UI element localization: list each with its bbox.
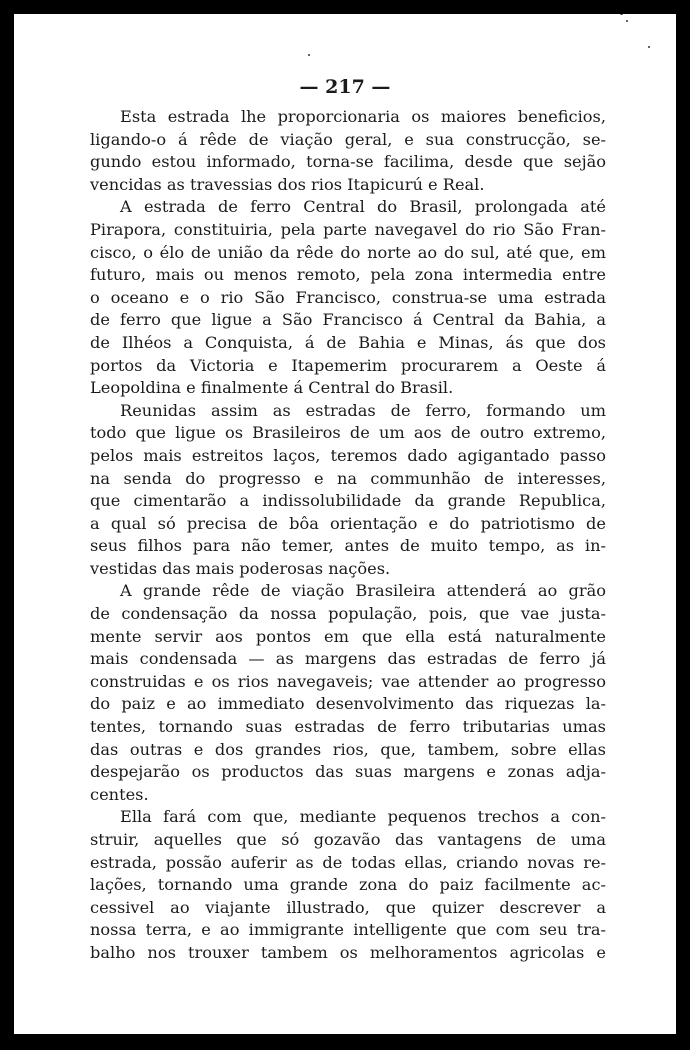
book-page [14,14,676,1034]
paragraph [90,806,606,964]
text-line: Leopoldina e finalmente á Central do Brasil. [90,378,454,398]
text-line: lações, tornando uma grande zona do paiz facilmente ac- [90,875,606,895]
text-line: Esta estrada lhe proporcionaria os maiores beneficios, [120,107,606,126]
text-line: ligando-o á rêde de viação geral, e sua construcção, se- [90,129,606,149]
ink-speck [626,20,628,22]
text-line: cessivel ao viajante illustrado, que quizer descrever a [90,897,606,917]
text-line: portos da Victoria e Itapemerim procurarem a Oeste á [90,355,606,375]
text-line: centes. [90,784,149,804]
ink-speck [308,54,310,56]
text-line: construidas e os rios navegaveis; vae attender ao progresso [90,671,606,691]
text-line: Pirapora, constituiria, pela parte navegavel do rio São Fran- [90,219,606,239]
text-line: todo que ligue os Brasileiros de um aos de outro extremo, [90,423,606,443]
text-line: Ella fará com que, mediante pequenos trechos a con- [120,807,606,827]
text-line: de ferro que ligue a São Francisco á Central da Bahia, a [90,310,606,330]
text-line: pelos mais estreitos laços, teremos dado agigantado passo [90,445,606,465]
text-line: a qual só precisa de bôa orientação e do patriotismo de [90,513,606,533]
text-line: de Ilhéos a Conquista, á de Bahia e Minas, ás que dos [90,332,606,352]
text-line: A estrada de ferro Central do Brasil, prolongada até [120,197,606,217]
body-text [90,106,606,965]
text-line: tentes, tornando suas estradas de ferro tributarias umas [90,717,606,737]
text-line: struir, aquelles que só gozavão das vantagens de uma [90,830,606,849]
text-line: vencidas as travessias dos rios Itapicurú e Real. [90,174,485,194]
text-line: de condensação da nossa população, pois, que vae justa- [90,604,606,624]
paragraph [90,400,606,581]
text-line: mente servir aos pontos em que ella está naturalmente [90,626,606,646]
text-line: na senda do progresso e na communhão de interesses, [90,468,606,488]
ink-speck [648,46,650,48]
ink-speck [620,14,623,15]
text-line: das outras e dos grandes rios, que, tambem, sobre ellas [90,739,606,759]
page-number: — 217 — [299,76,391,98]
text-line: futuro, mais ou menos remoto, pela zona intermedia entre [90,265,606,285]
paragraph [90,196,606,399]
paragraph [90,580,606,806]
text-line: seus filhos para não temer, antes de muito tempo, as in- [90,536,606,556]
text-line: vestidas das mais poderosas nações. [90,558,391,578]
text-line: o oceano e o rio São Francisco, construa-se uma estrada [90,287,606,307]
text-line: despejarão os productos das suas margens e zonas adja- [90,762,606,782]
text-line: Reunidas assim as estradas de ferro, formando um [120,400,606,420]
text-line: do paiz e ao immediato desenvolvimento das riquezas la- [90,694,606,714]
text-line: A grande rêde de viação Brasileira attenderá ao grão [120,581,606,601]
text-line: cisco, o élo de união da rêde do norte ao do sul, até que, em [90,242,606,262]
paragraph [90,106,606,196]
text-line: estrada, possão auferir as de todas ellas, criando novas re- [90,852,606,872]
text-line: que cimentarão a indissolubilidade da grande Republica, [90,491,606,511]
text-line: balho nos trouxer tambem os melhoramentos agricolas e [90,942,606,962]
text-line: gundo estou informado, torna-se facilima, desde que sejão [90,152,606,172]
text-line: nossa terra, e ao immigrante intelligente que com seu tra- [90,920,606,940]
text-line: mais condensada — as margens das estradas de ferro já [90,649,606,669]
